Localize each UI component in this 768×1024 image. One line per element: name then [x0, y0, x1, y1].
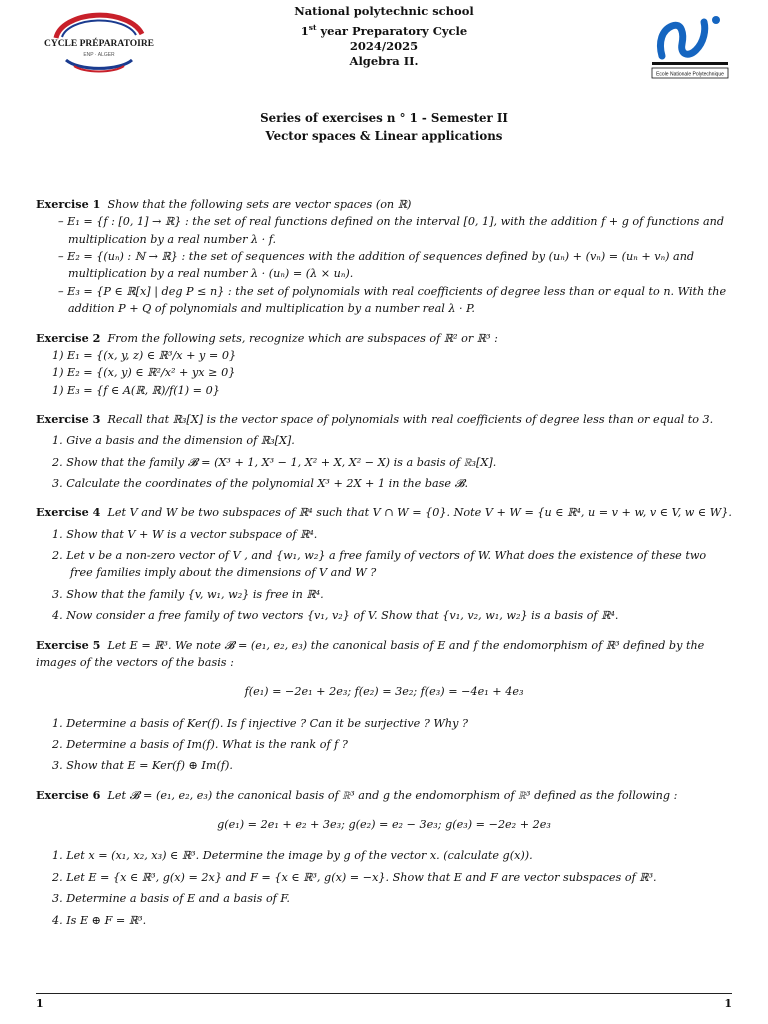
- list-item: 1) E₃ = {f ∈ A(ℝ, ℝ)/f(1) = 0}: [52, 383, 220, 397]
- svg-text:Ecole Nationale Polytechnique: Ecole Nationale Polytechnique: [656, 71, 724, 78]
- list-item: 2. Show that the family 𝓑 = (X³ + 1, X³ − 1, X² + X, X² − X) is a basis of ℝ₃[X].: [52, 455, 497, 469]
- series-line-2: Vector spaces & Linear applications: [265, 129, 503, 143]
- enp-logo: [648, 12, 732, 82]
- header-info: [200, 4, 568, 70]
- exercise-title: Exercise 2: [36, 330, 101, 345]
- session-label: 2024/2025: [349, 38, 419, 53]
- formula: g(e₁) = 2e₁ + e₂ + 3e₃; g(e₂) = e₂ − 3e₃; g(e₃) = −2e₂ + 2e₃: [217, 818, 551, 832]
- list-item: – E₂ = {(uₙ) : ℕ → ℝ} : the set of sequences with the addition of sequences defined by (uₙ) + (vₙ) = (uₙ + vₙ) and multiplication by a real number λ · (uₙ) = (λ × uₙ).: [58, 250, 695, 281]
- exercise-title: Exercise 1: [36, 197, 101, 211]
- list-item: – E₁ = {f : [0, 1] → ℝ} : the set of real functions defined on the interval [0, 1], with the addition f + g of functions and multiplication by a real number λ · f.: [58, 215, 725, 246]
- list-item: 1) E₁ = {(x, y, z) ∈ ℝ³/x + y = 0}: [52, 348, 237, 362]
- page-header: [0, 4, 768, 94]
- list-item: 1. Let x = (x₁, x₂, x₃) ∈ ℝ³. Determine the image by g of the vector x. (calculate g(x)).: [52, 849, 533, 863]
- list-item: 1. Show that V + W is a vector subspace of ℝ⁴.: [52, 527, 318, 541]
- exercise-title: Exercise 3: [36, 411, 101, 426]
- exercise-5: [36, 637, 732, 775]
- list-item: 1) E₂ = {(x, y) ∈ ℝ²/x² + yx ≥ 0}: [52, 366, 236, 380]
- list-item: 1. Determine a basis of Ker(f). Is f injective ? Can it be surjective ? Why ?: [52, 716, 468, 730]
- exercise-intro: Let 𝓑 = (e₁, e₂, e₃) the canonical basis of ℝ³ and g the endomorphism of ℝ³ defined as the following :: [107, 788, 678, 802]
- exercise-intro: Show that the following sets are vector spaces (on ℝ): [107, 198, 412, 211]
- list-item: 3. Show that E = Ker(f) ⊕ Im(f).: [52, 759, 233, 773]
- svg-text:ENP · ALGER: ENP · ALGER: [83, 52, 115, 58]
- list-item: 3. Determine a basis of E and a basis of F.: [52, 892, 290, 906]
- exercise-intro: Let V and W be two subspaces of ℝ⁴ such that V ∩ W = {0}. Note V + W = {u ∈ ℝ⁴, u = v + w, v ∈ V, w ∈ W}.: [107, 506, 732, 520]
- formula: f(e₁) = −2e₁ + 2e₃; f(e₂) = 3e₂; f(e₃) = −4e₁ + 4e₃: [244, 685, 524, 699]
- page-number-right: 1: [724, 997, 732, 1010]
- exercise-1: [36, 196, 732, 318]
- exercise-4: [36, 504, 732, 624]
- series-line-1: Series of exercises n ° 1 - Semester II: [260, 111, 508, 125]
- exercise-title: Exercise 4: [36, 505, 101, 520]
- exercises: [36, 196, 732, 933]
- list-item: – E₃ = {P ∈ ℝ[x] | deg P ≤ n} : the set of polynomials with real coefficients of degree less than or equal to n. With the addition P + Q of polynomials and multiplication by a number real λ · P.: [58, 284, 727, 316]
- exercise-title: Exercise 6: [36, 787, 101, 802]
- exercise-2: [36, 330, 732, 399]
- list-item: 3. Show that the family {v, w₁, w₂} is free in ℝ⁴.: [52, 587, 324, 601]
- year-label: 1st year Preparatory Cycle: [300, 22, 468, 38]
- exercise-intro: From the following sets, recognize which are subspaces of ℝ² or ℝ³ :: [107, 331, 498, 345]
- exercise-intro: Recall that ℝ₃[X] is the vector space of polynomials with real coefficients of degree less than or equal to 3.: [107, 412, 714, 426]
- page-number-left: 1: [36, 997, 44, 1010]
- exercise-intro: Let E = ℝ³. We note 𝓑 = (e₁, e₂, e₃) the canonical basis of E and f the endomorphism of ℝ³ defined by the images of the vectors of the basis :: [36, 638, 705, 669]
- exercise-6: [36, 787, 732, 929]
- series-title: [0, 109, 768, 145]
- list-item: 2. Let v be a non-zero vector of V , and {w₁, w₂} a free family of vectors of W. What does the existence of these two free families imply about the dimensions of V and W ?: [52, 549, 707, 580]
- svg-text:CYCLE PRÉPARATOIRE: CYCLE PRÉPARATOIRE: [43, 39, 155, 49]
- course-label: Algebra II.: [349, 54, 419, 69]
- list-item: 4. Is E ⊕ F = ℝ³.: [52, 913, 147, 927]
- list-item: 2. Determine a basis of Im(f). What is the rank of f ?: [52, 737, 348, 751]
- school-name: National polytechnic school: [294, 4, 474, 18]
- footer-divider: [36, 993, 732, 994]
- list-item: 4. Now consider a free family of two vectors {v₁, v₂} of V. Show that {v₁, v₂, w₁, w₂} is a basis of ℝ⁴.: [52, 609, 619, 623]
- exercise-3: [36, 411, 732, 492]
- cycle-preparatoire-logo: [38, 10, 160, 76]
- list-item: 2. Let E = {x ∈ ℝ³, g(x) = 2x} and F = {x ∈ ℝ³, g(x) = −x}. Show that E and F are vector subspaces of ℝ³.: [52, 870, 657, 884]
- list-item: 1. Give a basis and the dimension of ℝ₃[X].: [52, 434, 295, 448]
- exercise-title: Exercise 5: [36, 637, 101, 652]
- list-item: 3. Calculate the coordinates of the polynomial X³ + 2X + 1 in the base 𝓑.: [52, 477, 469, 491]
